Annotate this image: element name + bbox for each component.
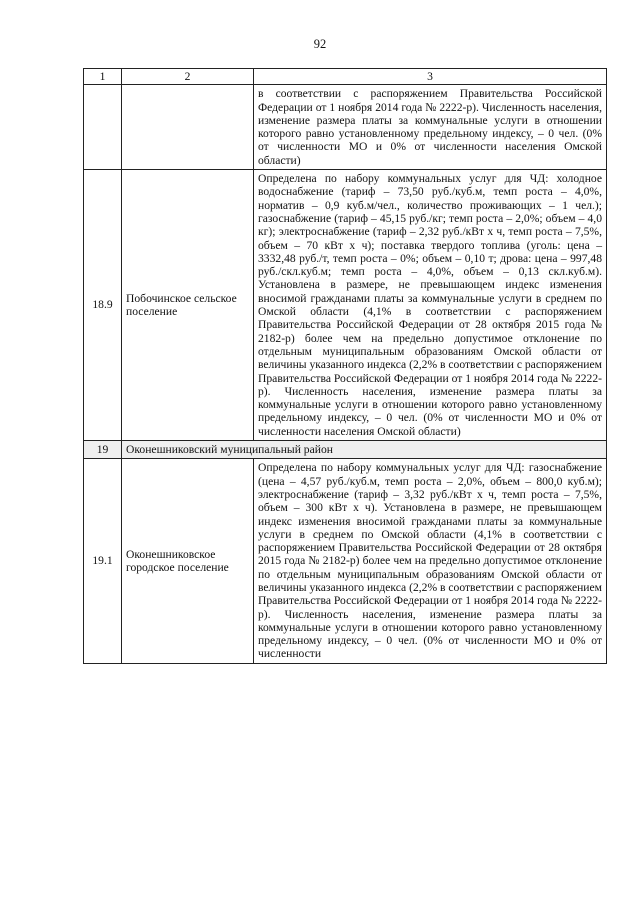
row-description: в соответствии с распоряжением Правительства Российской Федерации от 1 ноября 2014 года № 2222-р). Численность населения, изменение размера платы за коммунальные услуги в отношении которого равно установленному предельному индексу, – 0 чел. (0% от численности МО и 0% от численности населения Омской области) [258, 87, 602, 167]
section-row [84, 441, 607, 459]
table-row [84, 170, 607, 441]
row-text [254, 85, 607, 170]
row-name: Оконешниковское городское поселение [122, 459, 254, 663]
row-name: Побочинское сельское поселение [122, 170, 254, 441]
row-number [84, 85, 122, 170]
header-col-1: 1 [84, 69, 122, 85]
table-row [84, 459, 607, 663]
header-col-3: 3 [254, 69, 607, 85]
header-col-2: 2 [122, 69, 254, 85]
row-text [254, 170, 607, 441]
page-number: 92 [313, 37, 327, 51]
row-number: 19.1 [84, 459, 122, 663]
section-number: 19 [84, 441, 122, 459]
section-title: Оконешниковский муниципальный район [122, 441, 607, 459]
row-text [254, 459, 607, 663]
row-name [122, 85, 254, 170]
document-table [83, 68, 607, 664]
row-description: Определена по набору коммунальных услуг для ЧД: газоснабжение (цена – 4,57 руб./куб.м, темп роста – 2,0%, объем – 800,0 куб.м); электроснабжение (тариф – 3,32 руб./кВт х ч, темп роста – 7,5%, объем – 300 кВт х ч). Установлена в размере, не превышающем индекс изменения вносимой гражданами платы за коммунальные услуги в среднем по Омской области (4,1% в соответствии с распоряжением Правительства Российской Федерации от 28 октября 2015 года № 2182-р) более чем на предельно допустимое отклонение по отдельным муниципальным образованиям Омской области от величины указанного индекса (2,2% в соответствии с распоряжением Правительства Российской Федерации от 1 ноября 2014 года № 2222-р). Численность населения, изменение размера платы за коммунальные услуги в отношении которого равно установленному предельному индексу, – 0 чел. (0% от численности МО и 0% от численности [258, 461, 602, 661]
table-row [84, 85, 607, 170]
table-header-row [84, 69, 607, 85]
row-number: 18.9 [84, 170, 122, 441]
row-description: Определена по набору коммунальных услуг для ЧД: холодное водоснабжение (тариф – 73,50 руб./куб.м, темп роста – 4,0%, норматив – 0,9 куб.м/чел., количество проживающих – 1 чел.); газоснабжение (тариф – 45,15 руб./кг; темп роста – 2,0%; объем – 4,0 кг); электроснабжение (тариф – 2,32 руб./кВт х ч, темп роста – 7,5%, объем – 70 кВт х ч); поставка твердого топлива (уголь: цена – 3332,48 руб./т, темп роста – 0%; объем – 0,10 т; дрова: цена – 997,48 руб./скл.куб.м; темп роста – 4,0%, объем – 0,13 скл.куб.м). Установлена в размере, не превышающем индекс изменения вносимой гражданами платы за коммунальные услуги в среднем по Омской области (4,1% в соответствии с распоряжением Правительства Российской Федерации от 28 октября 2015 года № 2182-р) более чем на предельно допустимое отклонение по отдельным муниципальным образованиям Омской области от величины указанного индекса (2,2% в соответствии с распоряжением Правительства Российской Федерации от 1 ноября 2014 года № 2222-р). Численность населения, изменение размера платы за коммунальные услуги в отношении которого равно установленному предельному индексу, – 0 чел. (0% от численности МО и 0% от численности населения Омской области) [258, 172, 602, 438]
